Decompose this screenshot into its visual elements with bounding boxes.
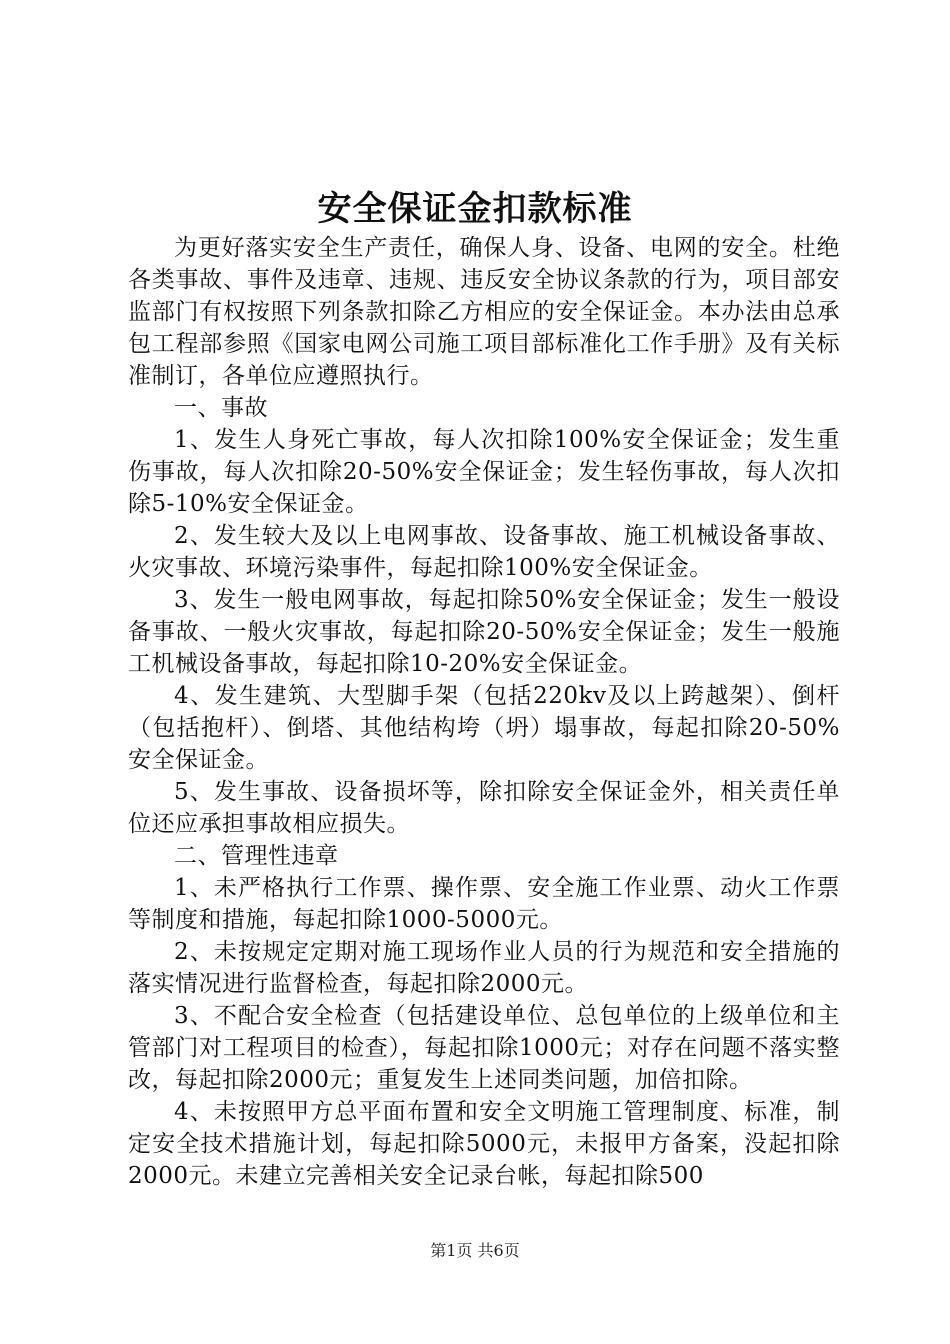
clause-paragraph: 4、发生建筑、大型脚手架（包括220kv及以上跨越架）、倒杆（包括抱杆）、倒塔、其他结构垮（坍）塌事故，每起扣除20-50%安全保证金。 [128,683,840,773]
clause-paragraph: 2、未按规定定期对施工现场作业人员的行为规范和安全措施的落实情况进行监督检查，每起扣除2000元。 [128,939,840,997]
clause-paragraph: 2、发生较大及以上电网事故、设备事故、施工机械设备事故、火灾事故、环境污染事件，每起扣除100%安全保证金。 [128,523,840,581]
clause-paragraph: 4、未按照甲方总平面布置和安全文明施工管理制度、标准，制定安全技术措施计划，每起扣除5000元，未报甲方备案，没起扣除2000元。未建立完善相关安全记录台帐，每起扣除500 [128,1099,840,1189]
clause-paragraph: 1、未严格执行工作票、操作票、安全施工作业票、动火工作票等制度和措施，每起扣除1000-5000元。 [128,875,840,933]
document-body [128,232,840,1192]
section-heading-accidents: 一、事故 [174,395,268,421]
clause-paragraph: 5、发生事故、设备损坏等，除扣除安全保证金外，相关责任单位还应承担事故相应损失。 [128,779,840,837]
clause-paragraph: 3、发生一般电网事故，每起扣除50%安全保证金；发生一般设备事故、一般火灾事故，每起扣除20-50%安全保证金；发生一般施工机械设备事故，每起扣除10-20%安全保证金。 [128,587,840,677]
clause-paragraph: 3、不配合安全检查（包括建设单位、总包单位的上级单位和主管部门对工程项目的检查），每起扣除1000元；对存在问题不落实整改，每起扣除2000元；重复发生上述同类问题，加倍扣除。 [128,1003,840,1093]
intro-paragraph: 为更好落实安全生产责任，确保人身、设备、电网的安全。杜绝各类事故、事件及违章、违规、违反安全协议条款的行为，项目部安监部门有权按照下列条款扣除乙方相应的安全保证金。本办法由总承包工程部参照《国家电网公司施工项目部标准化工作手册》及有关标准制订，各单位应遵照执行。 [128,235,840,389]
page-number-footer: 第1页 共6页 [430,1241,520,1260]
clause-paragraph: 1、发生人身死亡事故，每人次扣除100%安全保证金；发生重伤事故，每人次扣除20-50%安全保证金；发生轻伤事故，每人次扣除5-10%安全保证金。 [128,427,840,517]
section-heading-management-violations: 二、管理性违章 [174,843,339,869]
page-title: 安全保证金扣款标准 [317,189,633,229]
